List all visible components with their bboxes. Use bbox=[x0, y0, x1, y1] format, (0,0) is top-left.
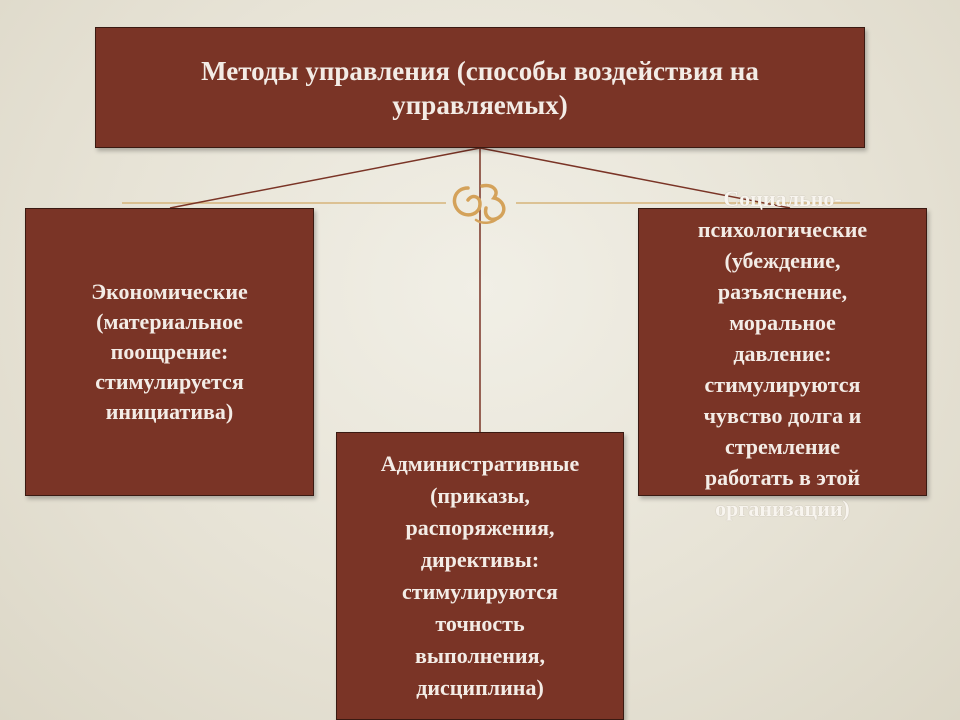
economic-line: инициатива) bbox=[105, 399, 234, 424]
economic-line: стимулируется bbox=[95, 369, 244, 394]
socio-psychological-text bbox=[639, 183, 926, 524]
economic-line: (материальное bbox=[96, 309, 243, 334]
methods-title-line-1: Методы управления (способы воздействия на bbox=[201, 55, 759, 86]
socio-psychological-line: (убеждение, bbox=[724, 248, 841, 273]
administrative-line: (приказы, bbox=[430, 483, 530, 508]
methods-title-box bbox=[95, 27, 865, 148]
administrative-line: выполнения, bbox=[415, 643, 545, 668]
socio-psychological-line: давление: bbox=[733, 341, 832, 366]
administrative-line: дисциплина) bbox=[416, 675, 544, 700]
decorative-flourish-icon bbox=[446, 178, 516, 228]
socio-psychological-line: организации) bbox=[715, 496, 850, 521]
administrative-line: точность bbox=[435, 611, 525, 636]
connector-left bbox=[170, 148, 480, 208]
methods-title-line-2: управляемых) bbox=[392, 89, 568, 120]
socio-psychological-methods-box bbox=[638, 186, 927, 521]
socio-psychological-line: чувство долга и bbox=[703, 403, 862, 428]
socio-psychological-line: работать в этой bbox=[704, 465, 861, 490]
socio-psychological-line: моральное bbox=[729, 310, 836, 335]
economic-line: поощрение: bbox=[110, 339, 229, 364]
economic-line: Экономические bbox=[91, 279, 248, 304]
administrative-line: стимулируются bbox=[402, 579, 558, 604]
socio-psychological-line: стимулируются bbox=[704, 372, 861, 397]
socio-psychological-line: стремление bbox=[724, 434, 841, 459]
socio-psychological-line: разъяснение, bbox=[717, 279, 848, 304]
socio-psychological-line: психологические bbox=[697, 217, 868, 242]
administrative-line: директивы: bbox=[420, 547, 540, 572]
socio-psychological-line: Социально- bbox=[723, 186, 842, 211]
administrative-line: распоряжения, bbox=[405, 515, 555, 540]
economic-methods-box bbox=[25, 208, 314, 496]
administrative-methods-box bbox=[336, 432, 624, 720]
administrative-line: Административные bbox=[380, 451, 580, 476]
